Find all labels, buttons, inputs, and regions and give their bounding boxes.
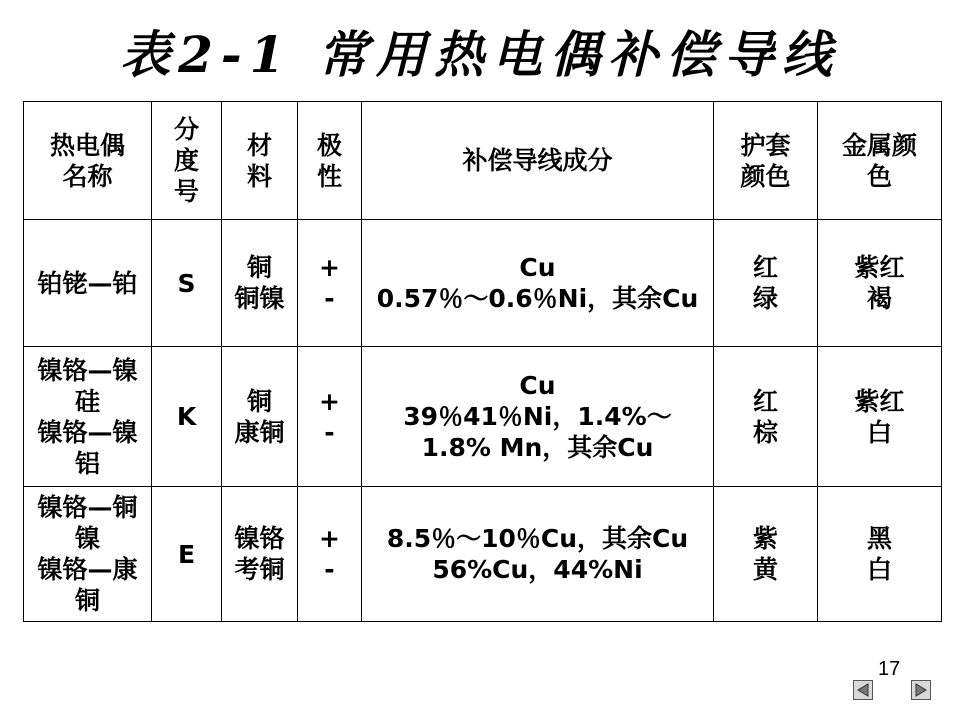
cell-metal-color: 黑 白 <box>818 487 942 622</box>
cell-sheath-color: 紫 黄 <box>714 487 818 622</box>
header-sheath-color: 护套 颜色 <box>714 102 818 220</box>
header-metal-color: 金属颜 色 <box>818 102 942 220</box>
cell-graduation: S <box>152 220 222 347</box>
page-number: 17 <box>878 658 901 680</box>
cell-material: 铜 康铜 <box>222 347 298 487</box>
cell-composition: Cu 39％41％Ni，1.4%～ 1.8% Mn，其余Cu <box>362 347 714 487</box>
table-row <box>24 220 942 347</box>
cell-metal-color: 紫红 白 <box>818 347 942 487</box>
cell-composition: Cu 0.57％～0.6％Ni，其余Cu <box>362 220 714 347</box>
compensation-wire-table <box>23 101 942 622</box>
cell-polarity: + - <box>298 487 362 622</box>
cell-thermocouple-name: 镍铬—镍 硅 镍铬—镍 铝 <box>24 347 152 487</box>
table-header-row <box>24 102 942 220</box>
header-composition: 补偿导线成分 <box>362 102 714 220</box>
header-thermocouple-name: 热电偶 名称 <box>24 102 152 220</box>
cell-polarity: + - <box>298 220 362 347</box>
cell-sheath-color: 红 绿 <box>714 220 818 347</box>
cell-polarity: + - <box>298 347 362 487</box>
header-graduation: 分 度 号 <box>152 102 222 220</box>
table-row <box>24 487 942 622</box>
header-material: 材 料 <box>222 102 298 220</box>
previous-slide-button[interactable] <box>853 680 873 700</box>
header-polarity: 极 性 <box>298 102 362 220</box>
table-row <box>24 347 942 487</box>
cell-material: 铜 铜镍 <box>222 220 298 347</box>
cell-thermocouple-name: 铂铑—铂 <box>24 220 152 347</box>
next-slide-button[interactable] <box>911 680 931 700</box>
cell-metal-color: 紫红 褐 <box>818 220 942 347</box>
cell-material: 镍铬 考铜 <box>222 487 298 622</box>
cell-thermocouple-name: 镍铬—铜 镍 镍铬—康 铜 <box>24 487 152 622</box>
cell-sheath-color: 红 棕 <box>714 347 818 487</box>
page-title: 表2-1 常用热电偶补偿导线 <box>120 25 840 84</box>
cell-graduation: K <box>152 347 222 487</box>
triangle-right-icon <box>912 681 930 699</box>
triangle-left-icon <box>854 681 872 699</box>
cell-composition: 8.5％～10％Cu，其余Cu 56%Cu，44%Ni <box>362 487 714 622</box>
cell-graduation: E <box>152 487 222 622</box>
